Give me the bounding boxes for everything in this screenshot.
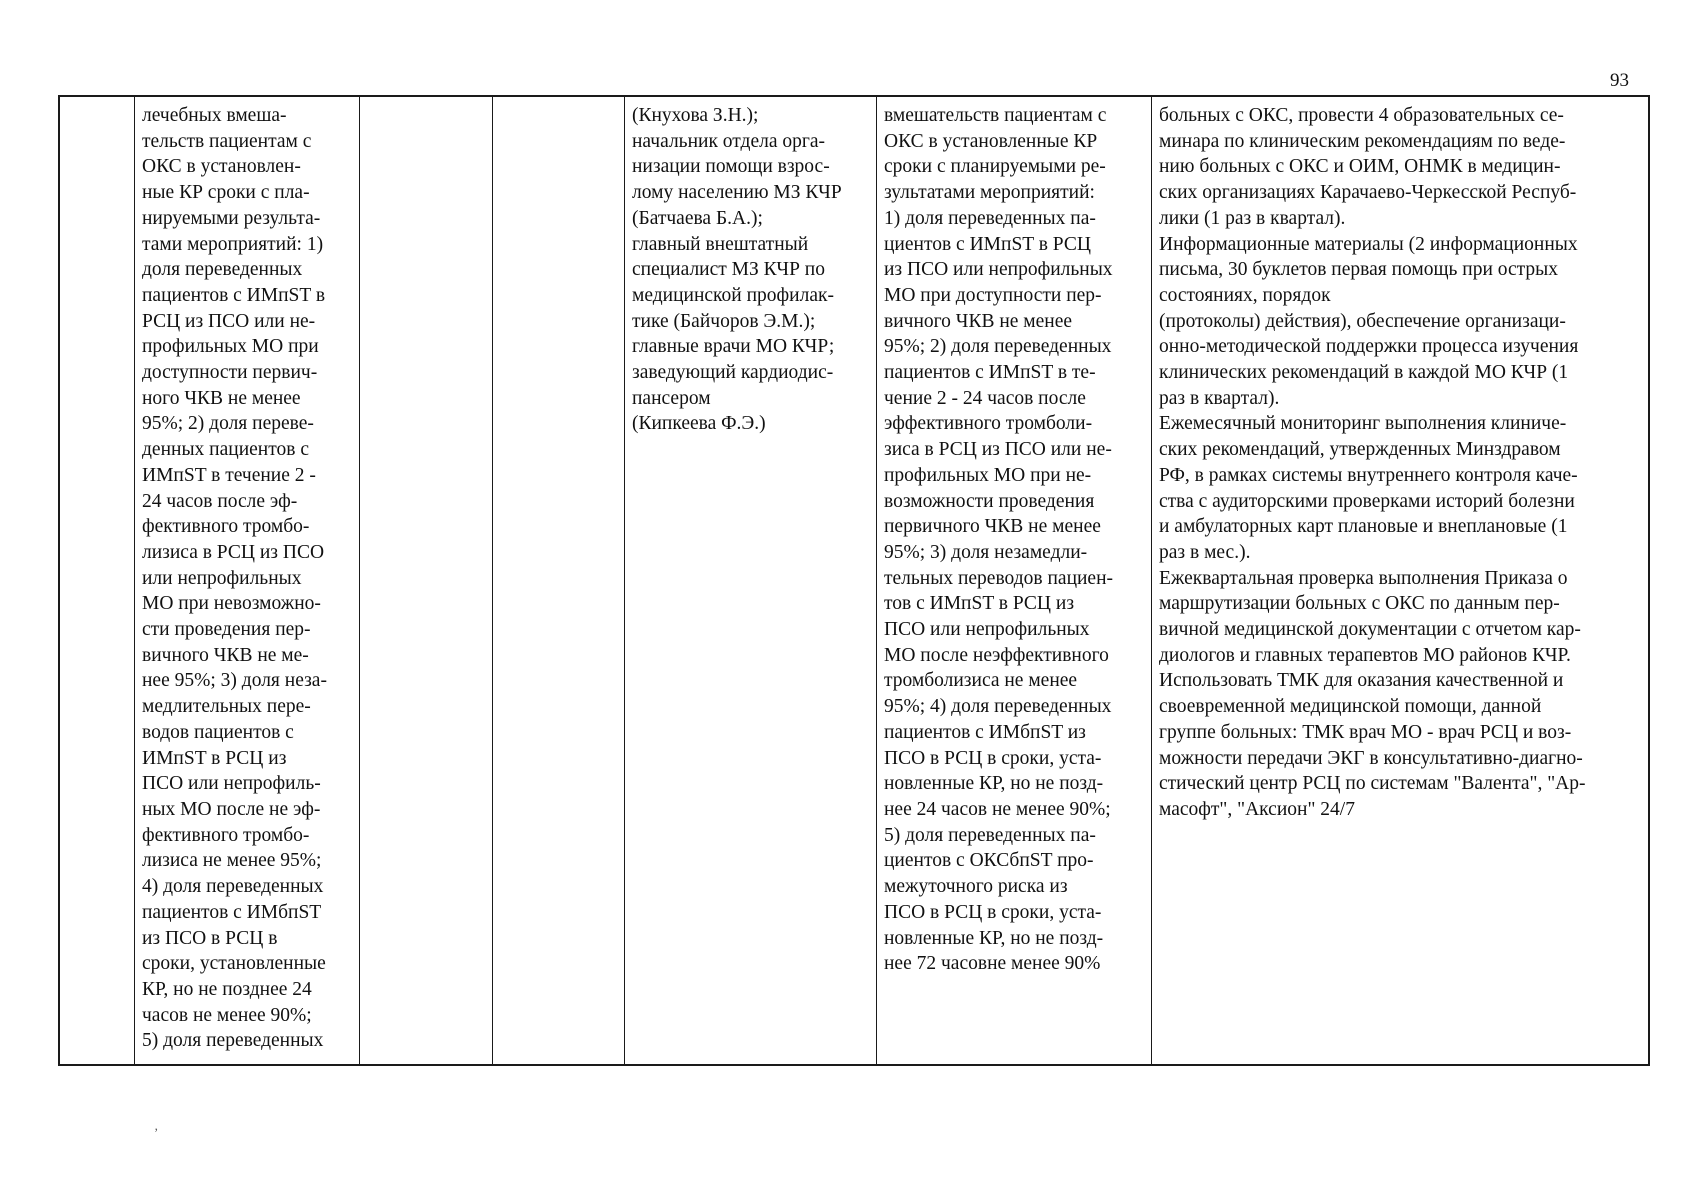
cell-text-line: 5) доля переведенных: [142, 1030, 324, 1052]
cell-text-line: 24 часов после эф-: [142, 490, 298, 512]
cell-text-line: из ПСО или непрофильных: [884, 259, 1113, 281]
cell-text-line: 95%; 2) доля переведенных: [884, 336, 1112, 358]
cell-text-line: пациентов с ИМпST в те-: [884, 362, 1096, 384]
table-cell-indicators: [877, 97, 1152, 1064]
cell-text-line: пациентов с ИМбпST: [142, 901, 322, 923]
cell-text-line: лому населению МЗ КЧР: [632, 182, 842, 204]
cell-text-line: медицинской профилак-: [632, 284, 834, 306]
cell-text-line: фективного тромбо-: [142, 824, 310, 846]
cell-text-line: новленные КР, но не позд-: [884, 927, 1104, 949]
table-cell-activities: [1152, 97, 1648, 1064]
cell-text-line: маршрутизации больных с ОКС по данным пер-: [1159, 593, 1560, 615]
cell-text-line: ПСО или непрофильных: [884, 619, 1090, 641]
cell-text-line: пациентов с ИМпST в: [142, 284, 326, 306]
cell-text-line: 95%; 3) доля незамедли-: [884, 541, 1088, 563]
cell-text-line: циентов с ИМпST в РСЦ: [884, 233, 1091, 255]
cell-text-line: МО при невозможно-: [142, 593, 321, 615]
cell-text-line: циентов с ОКСбпST про-: [884, 850, 1094, 872]
cell-text-line: вичного ЧКВ не менее: [884, 310, 1073, 332]
cell-text-line: ОКС в установлен-: [142, 156, 301, 178]
cell-text-line: ИМпST в РСЦ из: [142, 747, 287, 769]
cell-text-line: 1) доля переведенных па-: [884, 207, 1096, 229]
cell-text-line: главный внештатный: [632, 233, 809, 255]
cell-text-line: тов с ИМпST в РСЦ из: [884, 593, 1075, 615]
cell-text-line: ОКС в установленные КР: [884, 130, 1098, 152]
cell-text-line: нию больных с ОКС и ОИМ, ОНМК в медицин-: [1159, 156, 1561, 178]
table-cell-col3: [360, 97, 493, 1064]
cell-text-line: вмешательств пациентам с: [884, 105, 1107, 126]
cell-text-line: нее 24 часов не менее 90%;: [884, 798, 1111, 820]
cell-text-line: (протоколы) действия), обеспечение организаци-: [1159, 310, 1566, 332]
cell-text-line: нируемыми результа-: [142, 207, 321, 229]
cell-text-line: тельств пациентам с: [142, 130, 312, 152]
cell-text-line: раз в квартал).: [1159, 387, 1280, 409]
cell-text-line: своевременной медицинской помощи, данной: [1159, 696, 1542, 718]
table-cell-col4: [493, 97, 625, 1064]
cell-text-line: часов не менее 90%;: [142, 1004, 312, 1026]
cell-text-line: доля переведенных: [142, 259, 303, 281]
cell-text-line: Информационные материалы (2 информационных: [1159, 233, 1578, 255]
cell-text-line: главные врачи МО КЧР;: [632, 336, 835, 358]
cell-text-line: тельных переводов пациен-: [884, 567, 1114, 589]
cell-text-line: зультатами мероприятий:: [884, 182, 1095, 204]
cell-text-line: новленные КР, но не позд-: [884, 773, 1104, 795]
cell-text-line: Ежеквартальная проверка выполнения Приказа о: [1159, 567, 1568, 589]
cell-text-line: вичной медицинской документации с отчетом кар-: [1159, 619, 1581, 641]
cell-text-line: сроки с планируемыми ре-: [884, 156, 1106, 178]
cell-text-line: больных с ОКС, провести 4 образовательных се-: [1159, 105, 1564, 126]
cell-text-line: низации помощи взрос-: [632, 156, 830, 178]
cell-text-line: Использовать ТМК для оказания качественной и: [1159, 670, 1564, 692]
cell-text-line: (Кнухова З.Н.);: [632, 105, 759, 126]
cell-text-line: денных пациентов с: [142, 439, 309, 461]
cell-text-line: водов пациентов с: [142, 721, 294, 743]
cell-text-line: 95%; 2) доля переве-: [142, 413, 314, 435]
cell-text-line: медлительных пере-: [142, 696, 311, 718]
cell-text-line: ПСО или непрофиль-: [142, 773, 321, 795]
cell-text-line: Ежемесячный мониторинг выполнения клиниче-: [1159, 413, 1567, 435]
cell-text-line: ства с аудиторскими проверками историй болезни: [1159, 490, 1575, 512]
cell-text-line: из ПСО в РСЦ в: [142, 927, 278, 949]
cell-text-line: группе больных: ТМК врач МО - врач РСЦ и воз-: [1159, 721, 1572, 743]
cell-text-line: нее 72 часовне менее 90%: [884, 953, 1101, 975]
cell-text-line: можности передачи ЭКГ в консультативно-диагно-: [1159, 747, 1583, 769]
cell-text-line: ПСО в РСЦ в сроки, уста-: [884, 747, 1102, 769]
cell-text-line: зиса в РСЦ из ПСО или не-: [884, 439, 1112, 461]
cell-text-line: тромболизиса не менее: [884, 670, 1078, 692]
cell-text-line: и амбулаторных карт плановые и внеплановые (1: [1159, 516, 1568, 538]
cell-text-line: раз в мес.).: [1159, 541, 1251, 563]
cell-text-line: ПСО в РСЦ в сроки, уста-: [884, 901, 1102, 923]
cell-text-line: фективного тромбо-: [142, 516, 310, 538]
cell-text-line: начальник отдела орга-: [632, 130, 826, 152]
cell-text-line: или непрофильных: [142, 567, 302, 589]
cell-text-line: 95%; 4) доля переведенных: [884, 696, 1112, 718]
cell-text-line: лизиса не менее 95%;: [142, 850, 322, 872]
cell-text-line: вичного ЧКВ не ме-: [142, 644, 309, 666]
cell-text-line: сроки, установленные: [142, 953, 326, 975]
cell-text-line: письма, 30 буклетов первая помощь при острых: [1159, 259, 1559, 281]
cell-text-line: тами мероприятий: 1): [142, 233, 324, 255]
cell-text-line: РФ, в рамках системы внутреннего контроля каче-: [1159, 464, 1578, 486]
table-cell-col2: [135, 97, 360, 1064]
measures-table: [58, 95, 1650, 1066]
table-cell-col1: [60, 97, 135, 1064]
cell-text-line: 4) доля переведенных: [142, 876, 324, 898]
cell-text-line: (Батчаева Б.А.);: [632, 207, 763, 229]
cell-text-line: ских рекомендаций, утвержденных Минздравом: [1159, 439, 1561, 461]
cell-text-line: чение 2 - 24 часов после: [884, 387, 1086, 409]
cell-text-line: лечебных вмеша-: [142, 105, 287, 126]
cell-text-line: состояниях, порядок: [1159, 284, 1331, 306]
cell-text-line: специалист МЗ КЧР по: [632, 259, 825, 281]
cell-text-line: эффективного тромболи-: [884, 413, 1093, 435]
cell-text-line: ных МО после не эф-: [142, 798, 321, 820]
cell-text-line: сти проведения пер-: [142, 619, 311, 641]
cell-text-line: ного ЧКВ не менее: [142, 387, 301, 409]
cell-text-line: тике (Байчоров Э.М.);: [632, 310, 816, 332]
cell-text-line: доступности первич-: [142, 362, 318, 384]
cell-text-line: стический центр РСЦ по системам "Валента", "Ар-: [1159, 773, 1586, 795]
cell-text-line: диологов и главных терапевтов МО районов КЧР.: [1159, 644, 1571, 666]
table-cell-responsible: [625, 97, 877, 1064]
cell-text-line: МО после неэффективного: [884, 644, 1109, 666]
cell-text-line: клинических рекомендаций в каждой МО КЧР (1: [1159, 362, 1569, 384]
cell-text-line: профильных МО при: [142, 336, 319, 358]
cell-text-line: пансером: [632, 387, 711, 409]
cell-text-line: онно-методической поддержки процесса изучения: [1159, 336, 1579, 358]
cell-text-line: ИМпST в течение 2 -: [142, 464, 316, 486]
cell-text-line: КР, но не позднее 24: [142, 978, 312, 1000]
cell-text-line: возможности проведения: [884, 490, 1095, 512]
cell-text-line: ные КР сроки с пла-: [142, 182, 310, 204]
cell-text-line: лизиса в РСЦ из ПСО: [142, 541, 325, 563]
cell-text-line: нее 95%; 3) доля неза-: [142, 670, 327, 692]
cell-text-line: пациентов с ИМбпST из: [884, 721, 1086, 743]
cell-text-line: заведующий кардиодис-: [632, 362, 834, 384]
cell-text-line: первичного ЧКВ не менее: [884, 516, 1101, 538]
scan-speck: ʼ: [154, 1125, 159, 1140]
cell-text-line: профильных МО при не-: [884, 464, 1092, 486]
cell-text-line: (Кипкеева Ф.Э.): [632, 413, 766, 435]
cell-text-line: ских организациях Карачаево-Черкесской Респуб-: [1159, 182, 1577, 204]
page-number: 93: [1610, 70, 1629, 91]
cell-text-line: РСЦ из ПСО или не-: [142, 310, 316, 332]
cell-text-line: межуточного риска из: [884, 876, 1068, 898]
cell-text-line: масофт", "Аксион" 24/7: [1159, 798, 1355, 820]
cell-text-line: 5) доля переведенных па-: [884, 824, 1096, 846]
cell-text-line: лики (1 раз в квартал).: [1159, 207, 1346, 229]
cell-text-line: минара по клиническим рекомендациям по веде-: [1159, 130, 1566, 152]
cell-text-line: МО при доступности пер-: [884, 284, 1102, 306]
